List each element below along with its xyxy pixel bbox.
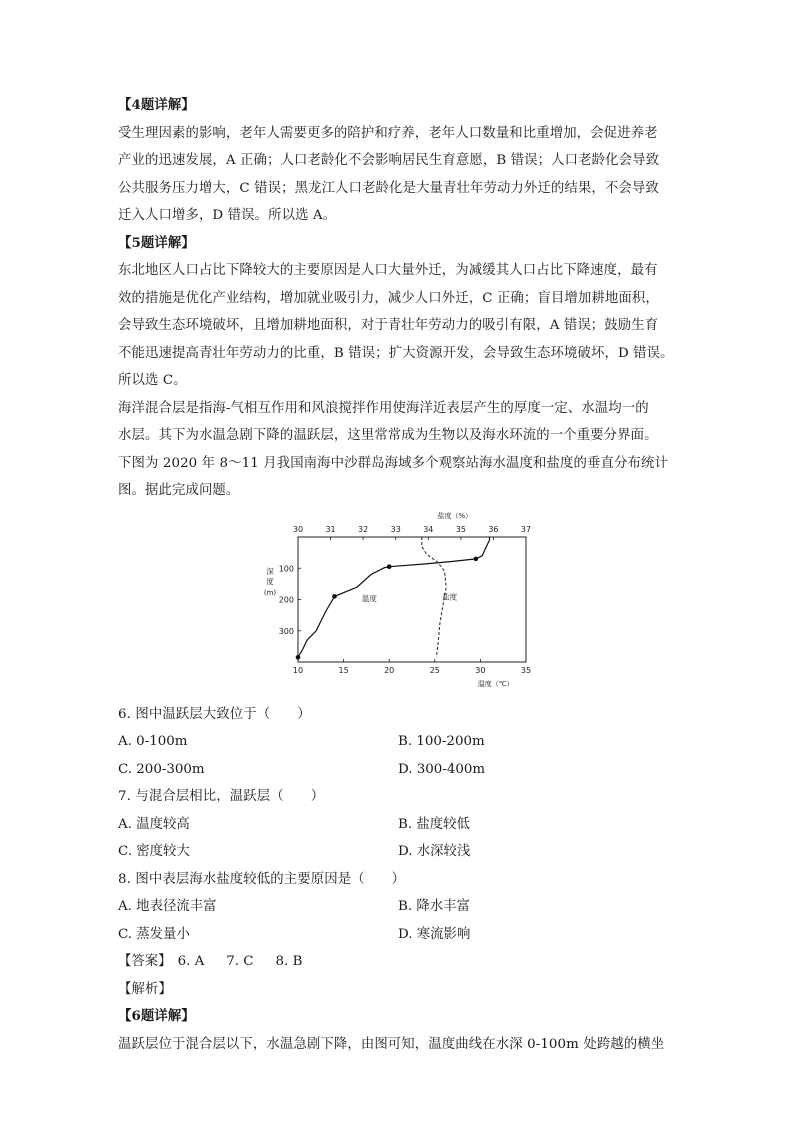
top-tick-label: 36 — [488, 524, 499, 534]
left-axis-label: 度 — [266, 576, 274, 586]
question-6 — [118, 701, 678, 784]
option-d: D. 300-400m — [398, 761, 486, 777]
bottom-tick-label: 20 — [384, 665, 395, 675]
left-axis-unit: (m) — [263, 588, 277, 597]
answer-item: 8. B — [275, 954, 303, 969]
q4-line: 迁入人口增多，D 错误。所以选 A。 — [118, 208, 337, 223]
q4-heading: 【4题详解】 — [118, 97, 195, 113]
intro-line: 下图为 2020 年 8～11 月我国南海中沙群岛海域多个观察站海水温度和盐度的垂直分布统计 — [118, 455, 668, 471]
options-row — [118, 728, 678, 756]
temperature-point — [474, 556, 479, 561]
document-content — [118, 92, 678, 1058]
q5-line: 会导致生态环境破坏，且增加耕地面积，对于青壮年劳动力的吸引有限，A 错误；鼓励生育 — [118, 318, 659, 333]
bottom-tick-label: 15 — [338, 665, 349, 675]
left-axis-label: 深 — [266, 566, 274, 576]
top-tick-label: 31 — [325, 524, 336, 534]
temperature-point — [296, 655, 301, 660]
question-7 — [118, 783, 678, 866]
analysis-label: 【解析】 — [118, 981, 172, 997]
top-tick-label: 35 — [455, 524, 466, 534]
bottom-tick-label: 10 — [292, 665, 304, 675]
top-tick-label: 34 — [423, 524, 434, 534]
left-tick-label: 200 — [278, 595, 294, 604]
q4-line: 受生理因素的影响，老年人需要更多的陪护和疗养，老年人口数量和比重增加，会促进养老 — [118, 125, 658, 141]
option-c: C. 密度较大 — [118, 844, 190, 859]
q5-line: 不能迅速提高青壮年劳动力的比重，B 错误；扩大资源开发，会导致生态环境破坏，D 错误。 — [118, 345, 674, 361]
q6-line: 温跃层位于混合层以下，水温急剧下降，由图可知，温度曲线在水深 0-100m 处跨越的横坐 — [118, 1036, 665, 1052]
option-b: B. 盐度较低 — [398, 816, 470, 832]
temperature-salinity-figure — [118, 507, 678, 697]
top-axis-label: 盐度（%） — [437, 511, 473, 520]
option-a: A. 0-100m — [118, 734, 188, 749]
option-c: C. 200-300m — [118, 761, 205, 777]
bottom-axis-label: 温度（℃） — [477, 679, 514, 688]
temp-salinity-chart — [256, 507, 556, 695]
top-tick-label: 32 — [358, 524, 369, 534]
option-a: A. 地表径流丰富 — [118, 899, 217, 914]
options-row — [118, 921, 678, 949]
q5-line: 所以选 C。 — [118, 373, 187, 388]
intro-line: 图。据此完成问题。 — [118, 483, 240, 498]
answer-line — [118, 948, 678, 976]
question-8 — [118, 866, 678, 949]
q4-line: 公共服务压力增大，C 错误；黑龙江人口老龄化是大量青壮年劳动力外迁的结果，不会导致 — [118, 180, 659, 196]
intro-line: 海洋混合层是指海-气相互作用和风浪搅拌作用使海洋近表层产生的厚度一定、水温均一的 — [118, 400, 649, 416]
temperature-curve-label: 温度 — [361, 593, 377, 603]
bottom-tick-label: 30 — [475, 665, 486, 675]
options-row — [118, 838, 678, 866]
answer-item: 6. A — [177, 954, 205, 969]
q6-heading: 【6题详解】 — [118, 1008, 195, 1024]
question-stem: 8. 图中表层海水盐度较低的主要原因是（ ） — [118, 871, 406, 887]
top-tick-label: 37 — [520, 524, 532, 534]
top-tick-label: 33 — [390, 524, 401, 534]
options-row — [118, 893, 678, 921]
temperature-point — [332, 594, 337, 599]
answer-label: 【答案】 — [118, 954, 172, 969]
left-tick-label: 300 — [278, 626, 294, 636]
temperature-series-line — [298, 537, 490, 657]
left-tick-label: 100 — [278, 563, 294, 573]
option-a: A. 温度较高 — [118, 816, 190, 832]
option-c: C. 蒸发量小 — [118, 926, 190, 942]
q4-explanation — [118, 120, 678, 230]
top-tick-label: 30 — [292, 524, 304, 534]
bottom-tick-label: 25 — [429, 665, 440, 675]
q5-line: 东北地区人口占比下降较大的主要原因是人口大量外迁，为减缓其人口占比下降速度，最有 — [118, 263, 658, 278]
option-b: B. 降水丰富 — [398, 899, 470, 914]
option-b: B. 100-200m — [398, 734, 485, 749]
answer-item: 7. C — [226, 954, 254, 969]
q4-line: 产业的迅速发展，A 正确；人口老龄化不会影响居民生育意愿，B 错误；人口老龄化会导致 — [118, 153, 660, 168]
bottom-tick-label: 35 — [520, 665, 532, 675]
q5-explanation — [118, 257, 678, 395]
question-stem: 6. 图中温跃层大致位于（ ） — [118, 706, 311, 722]
q5-heading: 【5题详解】 — [118, 234, 195, 251]
q5-line: 效的措施是优化产业结构，增加就业吸引力，减少人口外迁，C 正确；盲目增加耕地面积， — [118, 290, 659, 306]
intro-line: 水层。其下为水温急剧下降的温跃层，这里常常成为生物以及海水环流的一个重要分界面。 — [118, 428, 658, 443]
salinity-curve-label: 盐度 — [442, 591, 458, 601]
option-d: D. 水深较浅 — [398, 844, 471, 859]
options-row — [118, 811, 678, 839]
option-d: D. 寒流影响 — [398, 926, 471, 942]
temperature-point — [387, 564, 392, 569]
question-stem: 7. 与混合层相比，温跃层（ ） — [118, 789, 325, 804]
intro-paragraph — [118, 395, 678, 505]
options-row — [118, 756, 678, 784]
